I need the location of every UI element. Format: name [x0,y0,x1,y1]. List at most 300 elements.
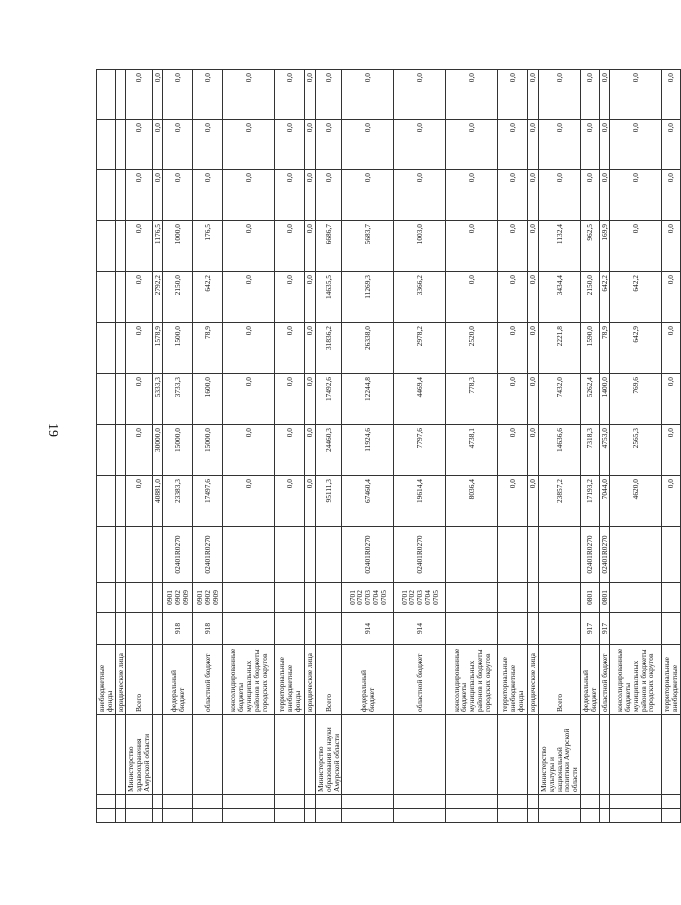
table-row [305,70,316,823]
value-cell: 0,0 [498,221,528,272]
margin-cell [316,795,342,809]
value-cell [115,170,126,221]
value-cell: 0,0 [275,170,305,221]
value-cell: 0,0 [662,70,681,120]
value-cell: 0,0 [528,374,539,425]
value-cell: 17492,6 [316,374,342,425]
org-cell [498,715,528,795]
table-row [275,70,305,823]
value-cell: 0,0 [305,221,316,272]
margin-cell [528,809,539,823]
value-cell [97,374,116,425]
margin-cell [539,809,581,823]
section-code-cell [126,583,152,613]
value-cell: 962,5 [581,221,600,272]
org-cell [662,715,681,795]
table-row [528,70,539,823]
value-cell: 0,0 [581,170,600,221]
value-cell: 0,0 [342,170,394,221]
value-cell: 0,0 [662,221,681,272]
value-cell: 0,0 [662,425,681,476]
value-cell: 0,0 [193,120,223,170]
value-cell: 26338,0 [342,323,394,374]
grbs-cell: 917 [581,613,600,645]
value-cell [115,374,126,425]
value-cell: 0,0 [316,170,342,221]
value-cell: 0,0 [126,170,152,221]
value-cell: 0,0 [498,374,528,425]
value-cell: 0,0 [163,170,193,221]
grbs-cell: 914 [394,613,446,645]
value-cell [115,120,126,170]
source-cell: областной бюджет [193,645,223,715]
value-cell: 7432,0 [539,374,581,425]
value-cell: 0,0 [581,120,600,170]
grbs-cell [223,613,275,645]
table-row [115,70,126,823]
grbs-cell [97,613,116,645]
value-cell: 0,0 [163,70,193,120]
target-article-cell [223,527,275,583]
value-cell: 1400,0 [599,374,610,425]
section-code-cell [528,583,539,613]
value-cell: 17497,6 [193,476,223,527]
value-cell: 0,0 [223,476,275,527]
value-cell: 1500,0 [163,323,193,374]
value-cell: 95111,3 [316,476,342,527]
value-cell: 0,0 [599,170,610,221]
value-cell: 0,0 [126,476,152,527]
grbs-cell [662,613,681,645]
grbs-cell [126,613,152,645]
org-cell: Министерство здравоохранения Амурской области [126,715,152,795]
margin-cell [581,795,600,809]
value-cell: 0,0 [126,120,152,170]
margin-cell [581,809,600,823]
value-cell: 12244,8 [342,374,394,425]
section-code-cell: 0801 [581,583,600,613]
margin-cell [446,809,498,823]
value-cell: 2565,3 [610,425,662,476]
value-cell: 0,0 [275,272,305,323]
target-article-cell [275,527,305,583]
value-cell [97,476,116,527]
value-cell: 2150,0 [581,272,600,323]
value-cell: 0,0 [126,374,152,425]
margin-cell [163,809,193,823]
target-article-cell [152,527,163,583]
margin-cell [275,809,305,823]
org-cell: Министерство культуры и национальной политики Амурской области [539,715,581,795]
org-cell [610,715,662,795]
section-code-cell: 0701 0702 0703 0704 0705 [342,583,394,613]
value-cell: 0,0 [498,323,528,374]
value-cell: 0,0 [223,323,275,374]
margin-cell [610,809,662,823]
value-cell [97,425,116,476]
table-row [342,70,394,823]
margin-cell [662,809,681,823]
value-cell: 67460,4 [342,476,394,527]
grbs-cell: 914 [342,613,394,645]
target-article-cell [97,527,116,583]
margin-cell [115,795,126,809]
value-cell [97,170,116,221]
target-article-cell [539,527,581,583]
org-cell [599,715,610,795]
value-cell: 0,0 [342,120,394,170]
value-cell: 1176,5 [152,221,163,272]
source-cell: Всего [126,645,152,715]
value-cell: 4469,4 [394,374,446,425]
value-cell: 0,0 [446,70,498,120]
source-cell: областной бюджет [599,645,610,715]
table-row [599,70,610,823]
section-code-cell [152,583,163,613]
value-cell [115,476,126,527]
org-cell [115,715,126,795]
value-cell: 2221,8 [539,323,581,374]
table-body [97,70,681,823]
value-cell: 0,0 [446,221,498,272]
value-cell: 0,0 [126,323,152,374]
margin-cell [152,795,163,809]
page-number: 19 [45,423,60,437]
value-cell: 78,9 [193,323,223,374]
grbs-cell [152,613,163,645]
value-cell: 4620,0 [610,476,662,527]
value-cell: 0,0 [223,70,275,120]
margin-cell [223,795,275,809]
margin-cell [342,809,394,823]
grbs-cell [528,613,539,645]
value-cell: 0,0 [305,272,316,323]
value-cell: 15000,0 [193,425,223,476]
value-cell: 0,0 [275,70,305,120]
value-cell: 0,0 [662,272,681,323]
value-cell [115,323,126,374]
target-article-cell: 02401R0270 [599,527,610,583]
value-cell: 14635,5 [316,272,342,323]
margin-cell [163,795,193,809]
source-cell: юридические лица [115,645,126,715]
section-code-cell [97,583,116,613]
margin-cell [342,795,394,809]
margin-cell [126,795,152,809]
margin-cell [498,809,528,823]
value-cell: 0,0 [498,120,528,170]
value-cell: 0,0 [275,221,305,272]
value-cell: 5262,4 [581,374,600,425]
source-cell: консолидированные бюджеты муниципальных районов и бюджеты городских округов [446,645,498,715]
value-cell: 0,0 [223,221,275,272]
table-row [152,70,163,823]
grbs-cell: 917 [599,613,610,645]
value-cell: 0,0 [528,323,539,374]
margin-cell [446,795,498,809]
section-code-cell [539,583,581,613]
value-cell: 0,0 [599,70,610,120]
value-cell: 3366,2 [394,272,446,323]
value-cell: 0,0 [223,120,275,170]
grbs-cell [446,613,498,645]
value-cell: 0,0 [275,120,305,170]
grbs-cell: 918 [193,613,223,645]
margin-cell [528,795,539,809]
value-cell: 0,0 [528,272,539,323]
value-cell: 0,0 [305,425,316,476]
margin-cell [394,795,446,809]
value-cell: 4738,1 [446,425,498,476]
margin-cell [115,809,126,823]
value-cell: 0,0 [193,70,223,120]
value-cell: 0,0 [394,170,446,221]
value-cell: 0,0 [305,476,316,527]
value-cell: 8036,4 [446,476,498,527]
value-cell: 14636,6 [539,425,581,476]
table-row [163,70,193,823]
value-cell [97,70,116,120]
value-cell: 23857,2 [539,476,581,527]
source-cell: Всего [539,645,581,715]
value-cell: 0,0 [662,476,681,527]
value-cell: 769,6 [610,374,662,425]
value-cell: 0,0 [152,70,163,120]
value-cell: 1590,0 [581,323,600,374]
value-cell: 1132,4 [539,221,581,272]
grbs-cell [539,613,581,645]
value-cell: 0,0 [275,323,305,374]
value-cell: 7318,3 [581,425,600,476]
value-cell: 15000,0 [163,425,193,476]
org-cell [152,715,163,795]
table-row [394,70,446,823]
margin-cell [316,809,342,823]
value-cell: 0,0 [316,120,342,170]
value-cell [115,425,126,476]
value-cell: 3434,4 [539,272,581,323]
table-row [446,70,498,823]
margin-cell [394,809,446,823]
target-article-cell: 02401R0270 [342,527,394,583]
value-cell: 0,0 [152,120,163,170]
value-cell: 0,0 [528,425,539,476]
grbs-cell: 918 [163,613,193,645]
target-article-cell [115,527,126,583]
target-article-cell: 02401R0270 [394,527,446,583]
value-cell: 0,0 [152,170,163,221]
value-cell: 0,0 [662,170,681,221]
table-row [539,70,581,823]
target-article-cell [316,527,342,583]
source-cell: федеральный бюджет [581,645,600,715]
value-cell: 4753,0 [599,425,610,476]
org-cell [193,715,223,795]
value-cell: 0,0 [305,120,316,170]
value-cell: 7044,0 [599,476,610,527]
margin-cell [126,809,152,823]
margin-cell [498,795,528,809]
org-cell [223,715,275,795]
org-cell [305,715,316,795]
value-cell [97,221,116,272]
target-article-cell [305,527,316,583]
value-cell: 0,0 [305,374,316,425]
org-cell [342,715,394,795]
source-cell: юридические лица [528,645,539,715]
target-article-cell [126,527,152,583]
value-cell: 642,2 [599,272,610,323]
section-code-cell: 0901 0902 0909 [163,583,193,613]
source-cell: консолидированные бюджеты муниципальных районов и бюджеты городских округов [223,645,275,715]
value-cell: 0,0 [599,120,610,170]
section-code-cell: 0801 [599,583,610,613]
value-cell: 0,0 [126,221,152,272]
value-cell: 0,0 [498,476,528,527]
margin-cell [305,795,316,809]
value-cell: 0,0 [528,70,539,120]
table-row [610,70,662,823]
section-code-cell [446,583,498,613]
value-cell: 40881,0 [152,476,163,527]
value-cell: 1000,0 [163,221,193,272]
value-cell: 0,0 [126,425,152,476]
budget-table [96,69,681,823]
value-cell: 2150,0 [163,272,193,323]
value-cell: 778,3 [446,374,498,425]
section-code-cell [610,583,662,613]
value-cell: 11924,6 [342,425,394,476]
value-cell: 1578,9 [152,323,163,374]
value-cell: 2978,2 [394,323,446,374]
value-cell: 2792,2 [152,272,163,323]
value-cell: 7797,6 [394,425,446,476]
table-row [316,70,342,823]
value-cell: 0,0 [610,170,662,221]
value-cell: 0,0 [193,170,223,221]
margin-cell [152,809,163,823]
table-row [498,70,528,823]
target-article-cell [528,527,539,583]
value-cell: 3733,3 [163,374,193,425]
margin-cell [193,809,223,823]
value-cell: 19614,4 [394,476,446,527]
org-cell [394,715,446,795]
section-code-cell [662,583,681,613]
source-cell: территориальные внебюджетные фонды [498,645,528,715]
org-cell [581,715,600,795]
table-row [662,70,681,823]
value-cell: 1600,0 [193,374,223,425]
value-cell [97,323,116,374]
value-cell: 0,0 [305,323,316,374]
target-article-cell [446,527,498,583]
value-cell: 0,0 [316,70,342,120]
grbs-cell [498,613,528,645]
target-article-cell [662,527,681,583]
value-cell: 0,0 [610,120,662,170]
value-cell: 0,0 [305,170,316,221]
value-cell: 0,0 [610,70,662,120]
section-code-cell [305,583,316,613]
source-cell: территориальные внебюджетные фонды [275,645,305,715]
value-cell: 30000,0 [152,425,163,476]
value-cell: 0,0 [539,120,581,170]
value-cell [115,221,126,272]
source-cell [152,645,163,715]
value-cell: 0,0 [528,170,539,221]
margin-cell [223,809,275,823]
section-code-cell: 0701 0702 0703 0704 0705 [394,583,446,613]
table-row [223,70,275,823]
value-cell: 0,0 [126,70,152,120]
margin-cell [97,809,116,823]
margin-cell [610,795,662,809]
value-cell: 0,0 [394,70,446,120]
org-cell [446,715,498,795]
value-cell: 0,0 [528,476,539,527]
grbs-cell [115,613,126,645]
section-code-cell [115,583,126,613]
value-cell: 642,2 [193,272,223,323]
value-cell: 0,0 [446,120,498,170]
section-code-cell: 0901 0902 0909 [193,583,223,613]
value-cell: 0,0 [126,272,152,323]
target-article-cell [498,527,528,583]
table-row [581,70,600,823]
value-cell [115,272,126,323]
source-cell: консолидированные бюджеты муниципальных районов и бюджеты городских округов [610,645,662,715]
target-article-cell: 02401R0270 [581,527,600,583]
value-cell [97,120,116,170]
value-cell: 0,0 [498,170,528,221]
value-cell: 0,0 [498,272,528,323]
value-cell: 0,0 [662,323,681,374]
section-code-cell [498,583,528,613]
value-cell: 0,0 [662,120,681,170]
org-cell [275,715,305,795]
value-cell: 5333,3 [152,374,163,425]
target-article-cell: 02401R0270 [163,527,193,583]
org-cell: Министерство образования и науки Амурской области [316,715,342,795]
margin-cell [275,795,305,809]
value-cell: 23383,3 [163,476,193,527]
grbs-cell [316,613,342,645]
value-cell: 0,0 [539,70,581,120]
value-cell: 0,0 [342,70,394,120]
value-cell: 0,0 [498,425,528,476]
org-cell [163,715,193,795]
section-code-cell [275,583,305,613]
source-cell: Всего [316,645,342,715]
grbs-cell [305,613,316,645]
value-cell: 176,5 [193,221,223,272]
table-row [193,70,223,823]
value-cell: 0,0 [610,221,662,272]
value-cell: 0,0 [223,170,275,221]
value-cell: 0,0 [275,425,305,476]
value-cell: 169,9 [599,221,610,272]
target-article-cell [610,527,662,583]
value-cell: 0,0 [528,221,539,272]
margin-cell [97,795,116,809]
source-cell: федеральный бюджет [163,645,193,715]
target-article-cell: 02401R0270 [193,527,223,583]
value-cell: 0,0 [539,170,581,221]
value-cell: 31836,2 [316,323,342,374]
margin-cell [599,809,610,823]
value-cell: 24460,3 [316,425,342,476]
